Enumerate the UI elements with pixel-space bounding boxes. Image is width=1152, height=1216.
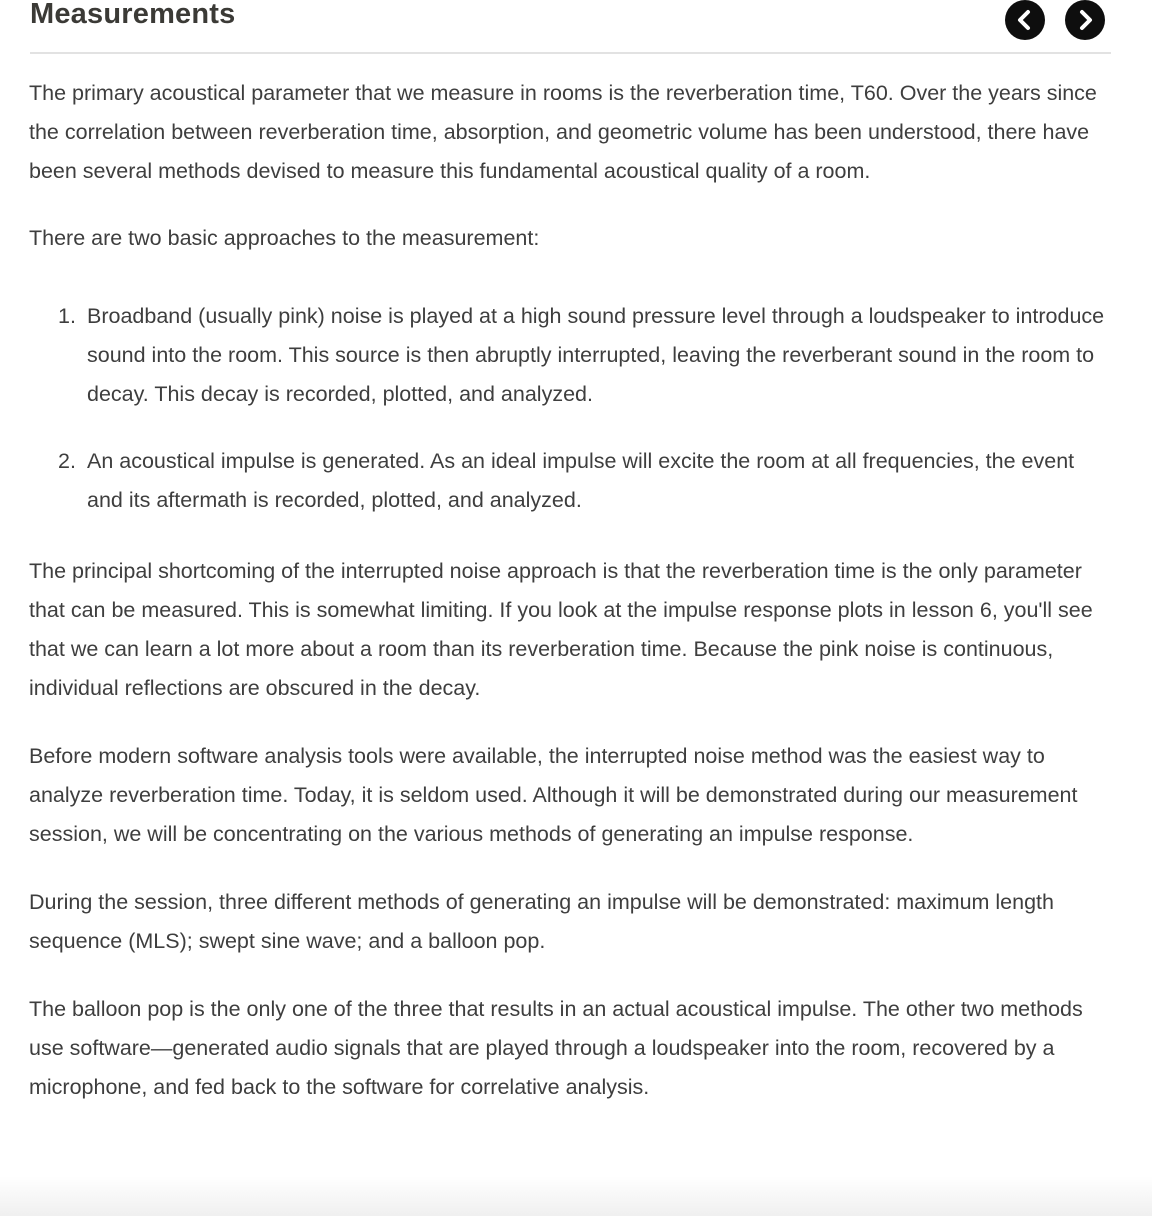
- bottom-fade: [0, 1176, 1152, 1216]
- history-paragraph: Before modern software analysis tools were available, the interrupted noise method was the easiest way to analyze reverberation time. Today, it is seldom used. Although it will be demonstrated during our measurement session, we will be concentrating on the various methods of generating an impulse response.: [29, 744, 1078, 846]
- page-title: Measurements: [30, 0, 236, 30]
- balloon-pop-paragraph: The balloon pop is the only one of the three that results in an actual acoustical impulse. The other two methods use software—generated audio signals that are played through a loudspeaker into the room, recovered by a microphone, and fed back to the software for correlative analysis.: [29, 997, 1083, 1099]
- list-item-number: 2.: [58, 449, 76, 473]
- intro-paragraph: The primary acoustical parameter that we measure in rooms is the reverberation time, T60. Over the years since the correlation between reverberation time, absorption, and geometric volume has been understood, there have been several methods devised to measure this fundamental acoustical quality of a room.: [29, 81, 1097, 183]
- measurement-approaches-list: [29, 297, 1114, 520]
- previous-page-button[interactable]: [1005, 0, 1045, 40]
- list-item-number: 1.: [58, 304, 76, 328]
- lesson-content: [29, 74, 1114, 1136]
- next-page-button[interactable]: [1065, 0, 1105, 40]
- approaches-paragraph: There are two basic approaches to the measurement:: [29, 226, 540, 250]
- list-item: [29, 442, 1114, 520]
- shortcoming-paragraph: The principal shortcoming of the interrupted noise approach is that the reverberation time is the only parameter that can be measured. This is somewhat limiting. If you look at the impulse response plots in lesson 6, you'll see that we can learn a lot more about a room than its reverberation time. Because the pink noise is continuous, individual reflections are obscured in the decay.: [29, 559, 1093, 700]
- chevron-left-icon: [1005, 0, 1045, 40]
- list-item: [29, 297, 1114, 414]
- list-item-text: Broadband (usually pink) noise is played at a high sound pressure level through a loudspeaker to introduce sound into the room. This source is then abruptly interrupted, leaving the reverberant sound in the room to decay. This decay is recorded, plotted, and analyzed.: [87, 304, 1105, 406]
- page-header: [30, 0, 1111, 54]
- session-methods-paragraph: During the session, three different methods of generating an impulse will be demonstrated: maximum length sequence (MLS); swept sine wave; and a balloon pop.: [29, 890, 1054, 953]
- chevron-right-icon: [1065, 0, 1105, 40]
- list-item-text: An acoustical impulse is generated. As an ideal impulse will excite the room at all frequencies, the event and its aftermath is recorded, plotted, and analyzed.: [87, 449, 1075, 512]
